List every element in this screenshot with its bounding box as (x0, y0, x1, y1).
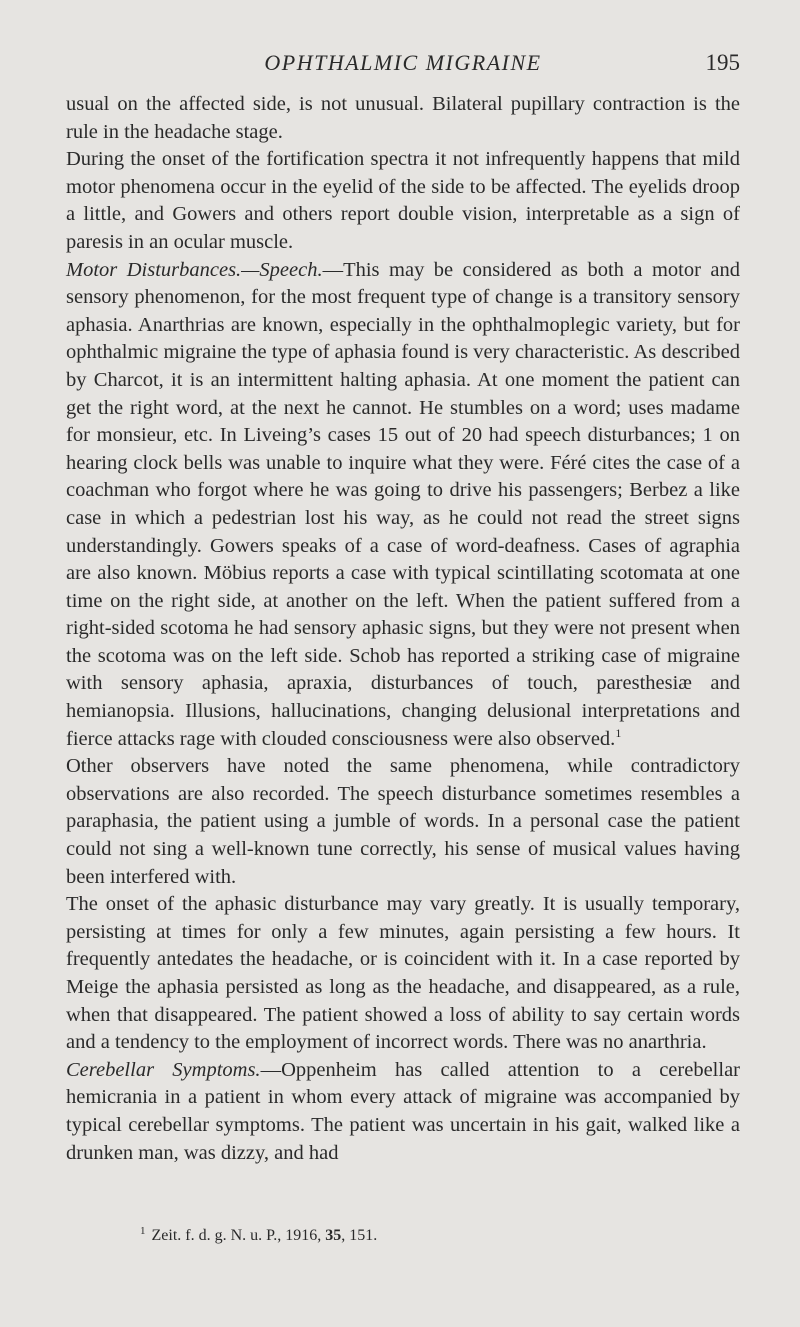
paragraph-cerebellar-symptoms (66, 1057, 740, 1167)
motor-disturbances-body: —This may be considered as both a motor and sensory phenomenon, for the most frequent type of change is a transitory sensory aphasia. Anarthrias are known, especially in the ophthalmoplegic variety, but for ophthalmic migraine the type of aphasia found is very characteristic. As described by Charcot, it is an intermittent halting aphasia. At one moment the patient can get the right word, at the next he cannot. He stumbles on a word; uses madame for monsieur, etc. In Liveing’s cases 15 out of 20 had speech disturbances; 1 on hearing clock bells was unable to inquire what they were. Féré cites the case of a coachman who forgot where he was going to drive his passengers; Berbez a like case in which a pedestrian lost his way, as he could not read the street signs understandingly. Gowers speaks of a case of word-deafness. Cases of agraphia are also known. Möbius reports a case with typical scintillating scotomata at one time on the right side, at another on the left. When the patient suffered from a right-sided scotoma he had sensory aphasic signs, but they were not present when the scotoma was on the left side. Schob has reported a striking case of migraine with sensory aphasia, apraxia, disturbances of touch, paresthesiæ and hemianopsia. Illusions, hallucinations, changing delusional interpretations and fierce attacks rage with clouded consciousness were also observed. (66, 258, 741, 750)
footnote-volume: 35 (325, 1227, 342, 1244)
footnote-marker: 1 (615, 725, 622, 740)
paragraph-onset-aphasic: The onset of the aphasic disturbance may vary greatly. It is usually temporary, persisting at times for only a few minutes, again persisting a few hours. It frequently antedates the headache, or is coincident with it. In a case reported by Meige the aphasia persisted as long as the headache, and disappeared, as a rule, when that disappeared. The patient showed a loss of ability to say certain words and a tendency to the employment of incorrect words. There was no anarthria. (66, 893, 740, 1054)
footnote-pages: , 151. (341, 1227, 378, 1244)
body-text (66, 91, 740, 1167)
paragraph-fortification-spectra: During the onset of the fortification spectra it not infrequently happens that mild motor phenomena occur in the eyelid of the side to be affected. The eyelids droop a little, and Gowers and others report double vision, interpretable as a sign of paresis in an ocular muscle. (66, 148, 740, 253)
running-head (66, 44, 740, 78)
footnote-citation: Zeit. f. d. g. N. u. P., 1916, (151, 1227, 326, 1244)
footnote-number: 1 (140, 1224, 146, 1237)
section-heading-cerebellar-symptoms: Cerebellar Symptoms. (66, 1058, 261, 1081)
paragraph-motor-disturbances (66, 257, 740, 754)
page-number: 195 (705, 50, 740, 75)
footnote (140, 1224, 700, 1245)
paragraph-other-observers: Other observers have noted the same phenomena, while contradictory observations are also recorded. The speech disturbance sometimes resembles a paraphasia, the patient using a jumble of words. In a personal case the patient could not sing a well-known tune correctly, his sense of musical values having been interfered with. (66, 755, 740, 888)
paragraph-continuation: usual on the affected side, is not unusual. Bilateral pupillary contraction is the rule in the headache stage. (66, 93, 740, 143)
section-heading-motor-disturbances: Motor Disturbances.—Speech. (66, 258, 323, 281)
cerebellar-symptoms-body: —Oppenheim has called attention to a cerebellar hemicrania in a patient in whom every attack of migraine was accompanied by typical cerebellar symptoms. The patient was uncertain in his gait, walked like a drunken man, was dizzy, and had (66, 1058, 740, 1164)
running-title: OPHTHALMIC MIGRAINE (264, 50, 542, 75)
